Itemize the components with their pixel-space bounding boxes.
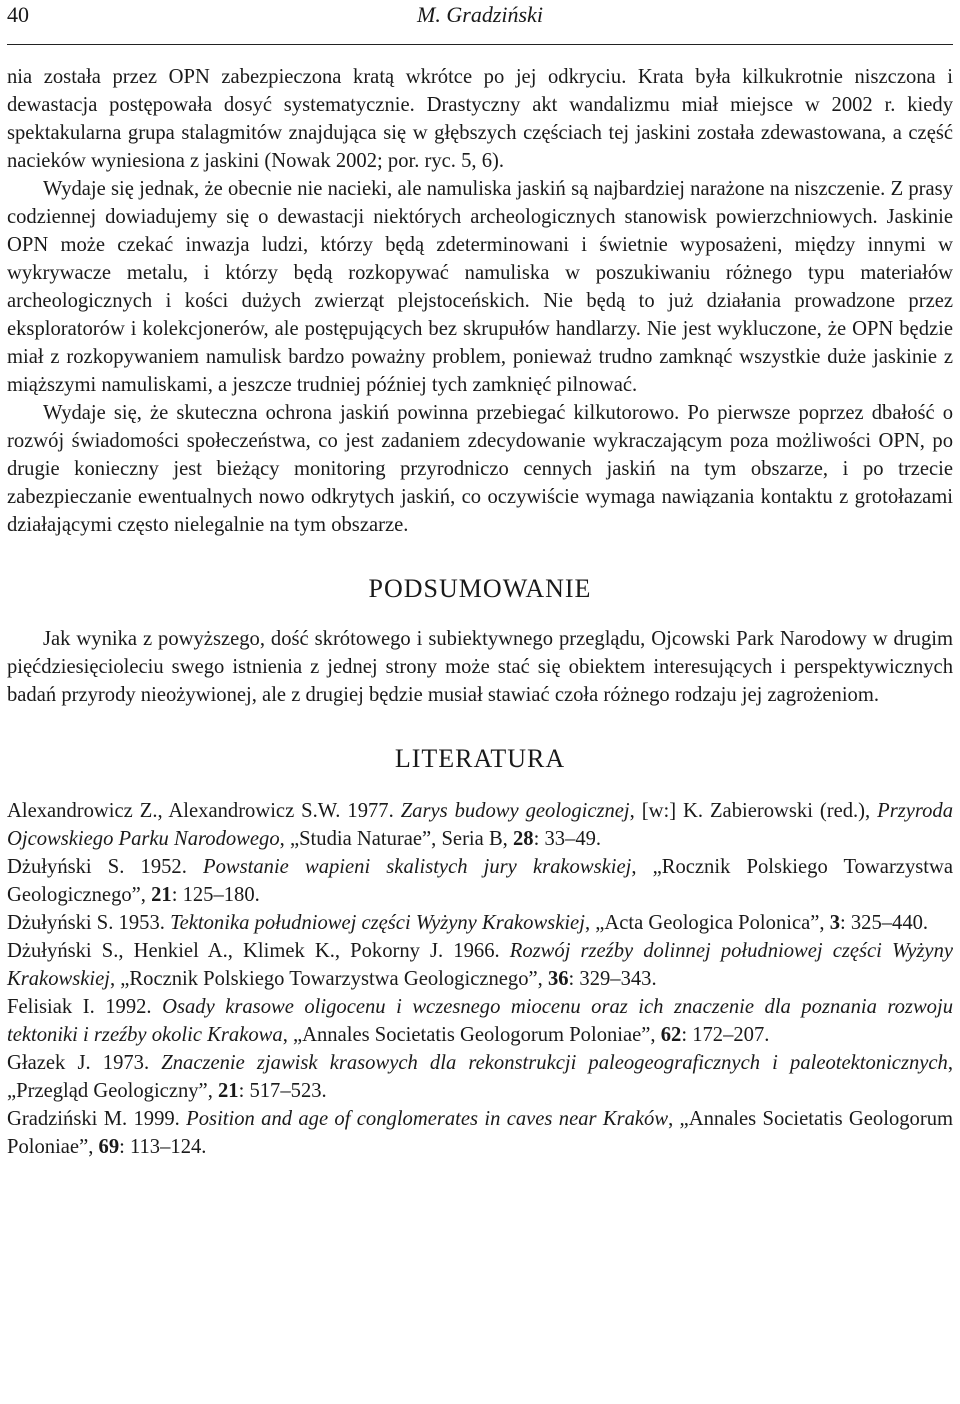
ref-pages: : 325–440. [839,912,929,934]
reference-item [7,937,953,993]
ref-journal: , „Annales Societatis Geologorum Poloniae”, [282,1024,661,1046]
ref-mid: , [w:] K. Zabierowski (red.), [629,800,878,822]
ref-title: Position and age of conglomerates in caves near Kraków [186,1108,669,1130]
ref-authors: Felisiak I. 1992. [7,996,152,1018]
ref-title: Powstanie wapieni skalistych jury krakowskiej [203,856,632,878]
section-heading-literature: LITERATURA [394,744,566,773]
reference-item [7,993,953,1049]
ref-journal: , „Przegląd Geologiczny”, [7,1052,953,1102]
ref-authors: Głazek J. 1973. [7,1052,150,1074]
ref-volume: 3 [829,912,840,934]
ref-pages: : 33–49. [533,828,602,850]
ref-volume: 28 [512,828,534,850]
reference-list [7,797,953,1161]
ref-title2: Przyroda Ojcowskiego Parku Narodowego [7,800,954,850]
ref-journal: , „Acta Geologica Polonica”, [584,912,830,934]
ref-volume: 21 [218,1080,239,1102]
reference-item [7,909,953,937]
document-page [7,0,953,1161]
ref-journal: , „Rocznik Polskiego Towarzystwa Geologicznego”, [7,856,953,906]
ref-journal: , „Rocznik Polskiego Towarzystwa Geologicznego”, [109,968,548,990]
ref-volume: 62 [660,1024,682,1046]
running-head: M. Gradziński [417,2,543,27]
ref-title: Tektonika południowej części Wyżyny Krakowskiej [170,912,585,934]
ref-title: Znaczenie zjawisk krasowych dla rekonstrukcji paleogeograficznych i paleotektonicznych [161,1052,948,1074]
ref-title: Zarys budowy geologicznej [400,800,630,822]
ref-volume: 36 [547,968,569,990]
ref-journal: , „Annales Societatis Geologorum Poloniae”, [7,1108,954,1158]
body-text [7,63,953,1161]
ref-pages: : 125–180. [171,884,260,906]
paragraph: Wydaje się jednak, że obecnie nie nacieki, ale namuliska jaskiń są najbardziej narażone na niszczenie. Z prasy codziennej dowiadujemy się o dewastacji niektórych archeologicznych stanowisk powierzchniowych. Jaskinie OPN może czekać inwazja ludzi, którzy będą zdeterminowani i świetnie wyposażeni, między innymi w wykrywacze metalu, i którzy będą rozkopywać namuliska w poszukiwaniu różnego typu materiałów archeologicznych i kości dużych zwierząt plejstoceńskich. Nie będą to już działania prowadzone przez eksploratorów i kolekcjonerów, ale postępujących bez skrupułów handlarzy. Nie jest wykluczone, że OPN będzie miał z rozkopywaniem namulisk bardzo poważny problem, ponieważ trudno zamknąć wszystkie duże jaskinie z miąższymi namuliskami, a jeszcze trudniej później tych zamknięć pilnować. [7,178,953,396]
ref-authors: Gradziński M. 1999. [7,1108,180,1130]
ref-pages: : 517–523. [238,1080,327,1102]
reference-item [7,1049,953,1105]
page-number: 40 [7,2,29,27]
page-header [7,0,953,45]
section-heading-summary: PODSUMOWANIE [368,574,592,603]
reference-item [7,1105,953,1161]
ref-pages: : 329–343. [568,968,657,990]
reference-item [7,853,953,909]
ref-authors: Dżułyński S. 1952. [7,856,187,878]
paragraph: Wydaje się, że skuteczna ochrona jaskiń powinna przebiegać kilkutorowo. Po pierwsze poprzez dbałość o rozwój świadomości społeczeństwa, co jest zadaniem zdecydowanie wykraczającym poza możliwości OPN, po drugie konieczny jest bieżący monitoring przyrodniczo cennych jaskiń na tym obszarze, i po trzecie zabezpieczanie ewentualnych nowo odkrytych jaskiń, co oczywiście wymaga nawiązania kontaktu z grotołazami działającymi często nielegalnie na tym obszarze. [7,402,953,536]
ref-volume: 21 [151,884,172,906]
ref-authors: Alexandrowicz Z., Alexandrowicz S.W. 1977. [7,800,394,822]
reference-item [7,797,953,853]
ref-authors: Dżułyński S. 1953. [7,912,165,934]
ref-journal: , „Studia Naturae”, Seria B, [279,828,513,850]
ref-authors: Dżułyński S., Henkiel A., Klimek K., Pokorny J. 1966. [7,940,500,962]
ref-pages: : 113–124. [119,1136,207,1158]
ref-title: Osady krasowe oligocenu i wczesnego miocenu oraz ich znaczenie dla poznania rozwoju tektoniki i rzeźby okolic Krakowa [7,996,953,1046]
ref-pages: : 172–207. [681,1024,770,1046]
paragraph: nia została przez OPN zabezpieczona kratą wkrótce po jej odkryciu. Krata była kilkukrotnie niszczona i dewastacja postępowała dosyć systematycznie. Drastyczny akt wandalizmu miał miejsce w 2002 r. kiedy spektakularna grupa stalagmitów znajdująca się w głębszych częściach tej jaskini została zdewastowana, a część nacieków wyniesiona z jaskini (Nowak 2002; por. ryc. 5, 6). [7,66,953,172]
summary-paragraph: Jak wynika z powyższego, dość skrótowego i subiektywnego przeglądu, Ojcowski Park Narodowy w drugim pięćdziesięcioleciu swego istnienia z jednej strony może stać się obiektem interesujących i perspektywicznych badań przyrody nieożywionej, ale z drugiej będzie musiał stawiać czoła różnego rodzaju jej zagrożeniom. [7,628,953,706]
ref-title: Rozwój rzeźby dolinnej południowej części Wyżyny Krakowskiej [7,940,953,990]
ref-volume: 69 [98,1136,120,1158]
